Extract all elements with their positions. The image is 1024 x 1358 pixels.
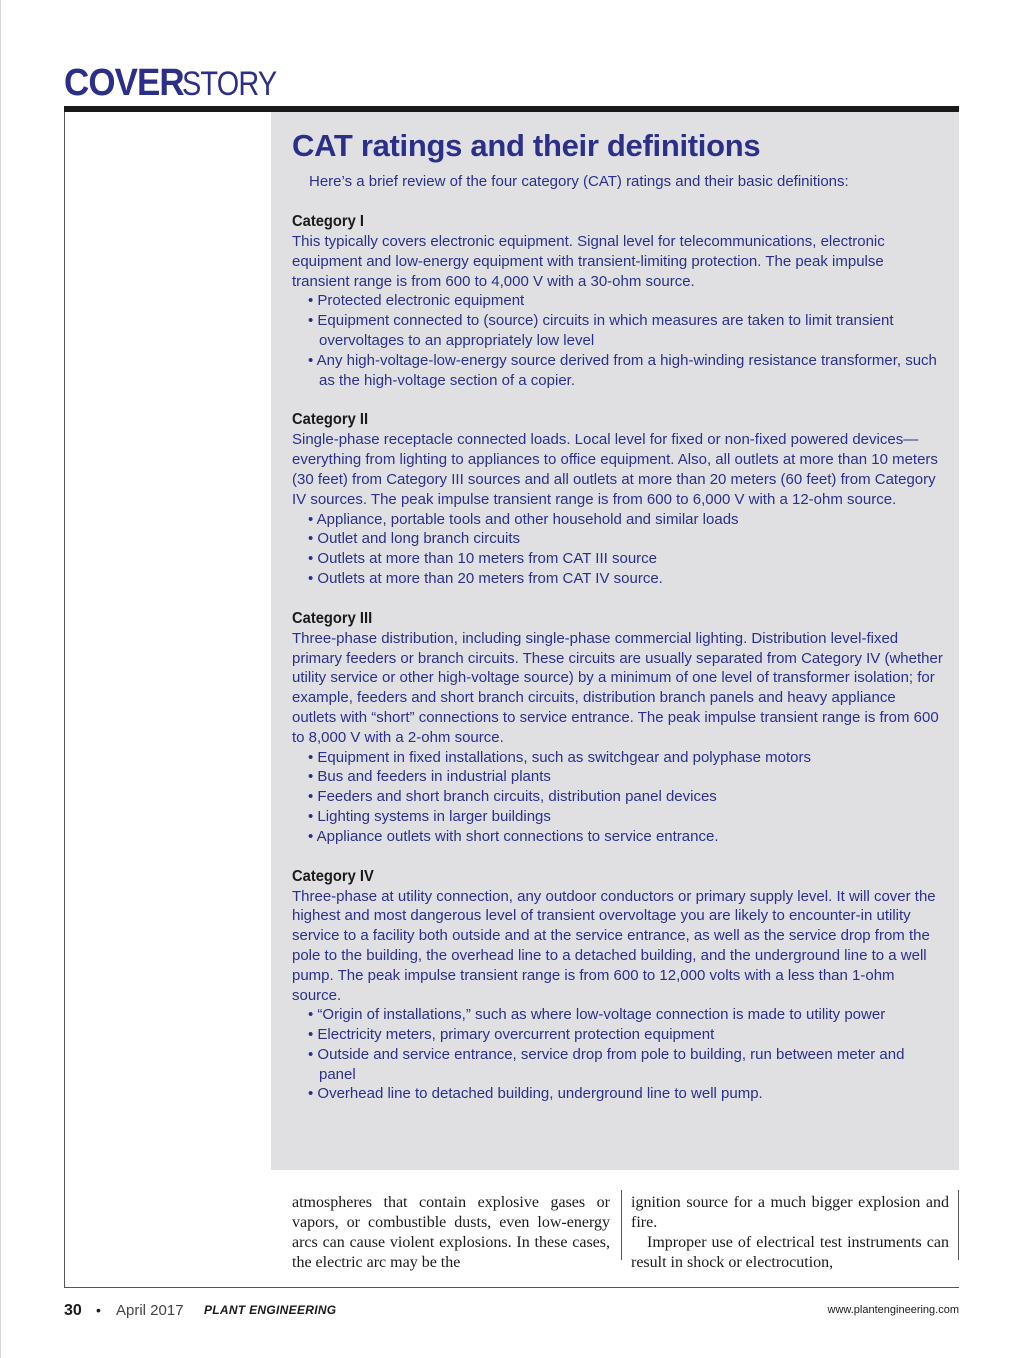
bullet-item: • Feeders and short branch circuits, distribution panel devices: [308, 787, 943, 807]
category-4-section: [292, 867, 943, 1105]
bullet-item: • Appliance outlets with short connections to service entrance.: [308, 827, 943, 847]
category-body: Three-phase at utility connection, any outdoor conductors or primary supply level. It will cover the highest and most dangerous level of transient overvoltage you are likely to encounter-in utility service to a facility both outside and at the service entrance, as well as the service drop from the pole to the building, the overhead line to a detached building, and the underground line to a well pump. The peak impulse transient range is from 600 to 12,000 volts with a less than 1-ohm source.: [292, 887, 936, 1004]
page-footer: [64, 1302, 959, 1322]
body-paragraph: atmospheres that contain explosive gases or vapors, or combustible dusts, even low-energy arcs can cause violent explosions. In these cases, the electric arc may be the: [292, 1194, 610, 1271]
bullet-item: • Equipment connected to (source) circuits in which measures are taken to limit transient overvoltages to an appropriately low level: [308, 311, 943, 351]
frame-right-line: [958, 1190, 959, 1260]
bullet-item: • Any high-voltage-low-energy source derived from a high-winding resistance transformer, such as the high-voltage section of a copier.: [308, 351, 943, 391]
category-2-section: [292, 410, 943, 588]
category-heading: Category III: [292, 609, 373, 627]
bullet-item: • Lighting systems in larger buildings: [308, 807, 943, 827]
category-bullets: [292, 748, 943, 847]
bullet-item: • Outlets at more than 20 meters from CAT IV source.: [308, 569, 943, 589]
frame-bottom-line: [64, 1287, 959, 1288]
bullet-item: • Overhead line to detached building, underground line to well pump.: [308, 1084, 943, 1104]
bullet-item: • Outlet and long branch circuits: [308, 529, 943, 549]
category-1-section: [292, 212, 943, 390]
category-body: Single-phase receptacle connected loads. Local level for fixed or non-fixed powered devices—everything from lighting to appliances to office equipment. Also, all outlets at more than 10 meters (30 feet) from Category III sources and all outlets at more than 20 meters (60 feet) from Category IV sources. The peak impulse transient range is from 600 to 6,000 V with a 12-ohm source.: [292, 431, 938, 508]
category-heading: Category I: [292, 213, 364, 230]
footer-separator: •: [96, 1302, 101, 1318]
category-bullets: [292, 510, 943, 589]
body-paragraph: Improper use of electrical test instruments can result in shock or electrocution,: [631, 1234, 949, 1271]
column-divider: [621, 1190, 622, 1260]
body-column-2: [631, 1193, 949, 1273]
bullet-item: • Protected electronic equipment: [308, 291, 943, 311]
bullet-item: • Electricity meters, primary overcurrent protection equipment: [308, 1025, 943, 1045]
category-heading: Category IV: [292, 867, 374, 885]
page-number: 30: [64, 1302, 82, 1319]
section-masthead: [64, 62, 293, 106]
category-heading: Category II: [292, 411, 369, 429]
bullet-item: • Bus and feeders in industrial plants: [308, 767, 943, 787]
sidebar-intro: Here’s a brief review of the four category (CAT) ratings and their basic definitions:: [309, 173, 849, 190]
bullet-item: • Appliance, portable tools and other household and similar loads: [308, 510, 943, 530]
bullet-item: • Equipment in fixed installations, such as switchgear and polyphase motors: [308, 748, 943, 768]
issue-date: April 2017: [116, 1302, 184, 1319]
category-body: This typically covers electronic equipment. Signal level for telecommunications, electronic equipment and low-energy equipment with transient-limiting protection. The peak impulse transient range is from 600 to 4,000 V with a 30-ohm source.: [292, 233, 885, 290]
frame-left-line: [64, 112, 65, 1288]
sidebar-title: CAT ratings and their definitions: [292, 128, 761, 163]
bullet-item: • Outside and service entrance, service drop from pole to building, run between meter and panel: [308, 1045, 943, 1085]
page-edge: [0, 0, 1, 1358]
category-bullets: [292, 1005, 943, 1104]
cat-ratings-sidebar: [271, 112, 959, 1170]
publication-url: www.plantengineering.com: [827, 1304, 959, 1316]
masthead-cover: COVER: [64, 62, 184, 104]
category-bullets: [292, 291, 943, 390]
body-paragraph: ignition source for a much bigger explosion and fire.: [631, 1194, 949, 1231]
category-body: Three-phase distribution, including single-phase commercial lighting. Distribution level-fixed primary feeders or branch circuits. These circuits are usually separated from Category IV (whether utility service or other high-voltage source) by a minimum of one level of transformer isolation; for example, feeders and short branch circuits, distribution branch panels and heavy appliance outlets with “short” connections to service entrance. The peak impulse transient range is from 600 to 8,000 V with a 2-ohm source.: [292, 629, 943, 746]
body-column-1: [292, 1193, 610, 1273]
publication-name: PLANT ENGINEERING: [204, 1303, 337, 1317]
masthead-story: STORY: [182, 65, 277, 103]
bullet-item: • “Origin of installations,” such as where low-voltage connection is made to utility power: [308, 1005, 943, 1025]
bullet-item: • Outlets at more than 10 meters from CAT III source: [308, 549, 943, 569]
category-3-section: [292, 609, 943, 847]
